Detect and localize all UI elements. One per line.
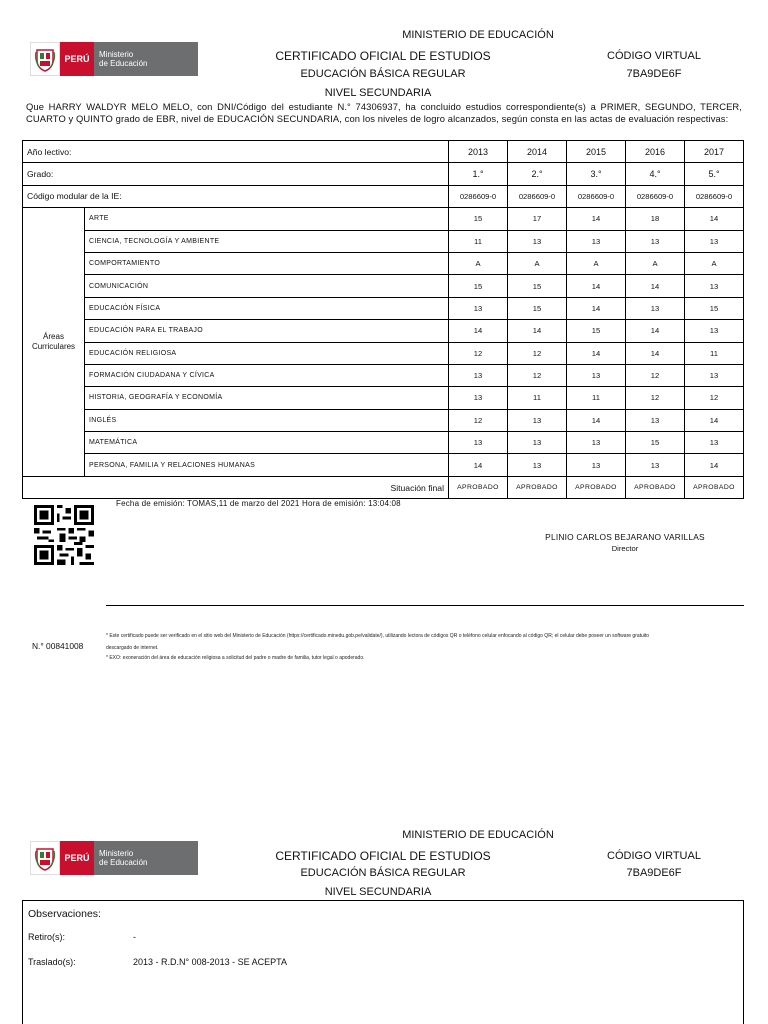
mark-cell: 12	[508, 364, 567, 386]
mark-cell: 15	[567, 320, 626, 342]
observations-box	[22, 900, 744, 1024]
mark-cell: 13	[449, 432, 508, 454]
ministry-heading: MINISTERIO DE EDUCACIÓN	[402, 29, 554, 41]
mark-cell: 13	[508, 409, 567, 431]
mark-cell: 13	[626, 230, 685, 252]
transfer-label: Traslado(s):	[28, 957, 76, 967]
mark-cell: 11	[449, 230, 508, 252]
mark-cell: 13	[449, 387, 508, 409]
mark-cell: 14	[626, 275, 685, 297]
mark-cell: 14	[508, 320, 567, 342]
area-row	[23, 409, 744, 431]
school-code-cell: 0286609-0	[567, 185, 626, 207]
area-name: EDUCACIÓN RELIGIOSA	[85, 342, 449, 364]
signature-divider	[106, 605, 744, 606]
area-row	[23, 432, 744, 454]
mark-cell: 14	[626, 342, 685, 364]
area-row	[23, 275, 744, 297]
year-cell: 2013	[449, 141, 508, 163]
coat-of-arms-icon	[30, 42, 60, 76]
area-name: COMPORTAMIENTO	[85, 252, 449, 274]
mark-cell: 13	[508, 432, 567, 454]
year-row	[23, 141, 744, 163]
grades-table	[22, 140, 744, 499]
area-name: COMUNICACIÓN	[85, 275, 449, 297]
year-cell: 2015	[567, 141, 626, 163]
education-level: NIVEL SECUNDARIA	[324, 886, 432, 898]
withdrawal-value: -	[133, 932, 136, 942]
area-row	[23, 208, 744, 230]
logo-ministry: Ministerio de Educación	[94, 42, 198, 76]
school-code-cell: 0286609-0	[508, 185, 567, 207]
mark-cell: 13	[685, 320, 744, 342]
mark-cell: 13	[567, 454, 626, 476]
area-row	[23, 252, 744, 274]
school-code-cell: 0286609-0	[449, 185, 508, 207]
mark-cell: 13	[626, 409, 685, 431]
year-cell: 2016	[626, 141, 685, 163]
area-name: CIENCIA, TECNOLOGÍA Y AMBIENTE	[85, 230, 449, 252]
area-name: INGLÉS	[85, 409, 449, 431]
mark-cell: 14	[685, 454, 744, 476]
grade-cell: 4.°	[626, 163, 685, 185]
mark-cell: 13	[685, 364, 744, 386]
area-row	[23, 297, 744, 319]
mark-cell: 13	[567, 364, 626, 386]
footnote-exo: * EXO: exoneración del área de educación religiosa a solicitud del padre o madre de familia, tutor legal o apoderado.	[106, 655, 365, 661]
mark-cell: 15	[508, 275, 567, 297]
year-label: Año lectivo:	[23, 141, 449, 163]
education-type: EDUCACIÓN BÁSICA REGULAR	[300, 68, 466, 80]
mark-cell: 14	[567, 409, 626, 431]
mark-cell: 14	[685, 208, 744, 230]
footnote-verification-cont: descargado de internet.	[106, 645, 159, 651]
mark-cell: 14	[567, 208, 626, 230]
mark-cell: 13	[449, 364, 508, 386]
mark-cell: 15	[449, 208, 508, 230]
area-row	[23, 387, 744, 409]
mark-cell: 13	[449, 297, 508, 319]
final-status-cell: APROBADO	[567, 476, 626, 498]
logo-country: PERÚ	[60, 42, 94, 76]
final-status-cell: APROBADO	[626, 476, 685, 498]
mark-cell: 12	[685, 387, 744, 409]
mark-cell: 11	[508, 387, 567, 409]
certificate-number: N.° 00841008	[32, 641, 84, 651]
director-name: PLINIO CARLOS BEJARANO VARILLAS	[545, 532, 705, 542]
grade-label: Grado:	[23, 163, 449, 185]
mark-cell: 14	[567, 342, 626, 364]
mark-cell: 11	[685, 342, 744, 364]
qr-code-icon	[33, 505, 95, 565]
certificate-title: CERTIFICADO OFICIAL DE ESTUDIOS	[275, 49, 491, 63]
final-status-cell: APROBADO	[449, 476, 508, 498]
year-cell: 2017	[685, 141, 744, 163]
final-status-cell: APROBADO	[685, 476, 744, 498]
transfer-value: 2013 - R.D.N° 008-2013 - SE ACEPTA	[133, 957, 288, 967]
area-row	[23, 364, 744, 386]
logo-country: PERÚ	[60, 841, 94, 875]
mark-cell: 13	[567, 432, 626, 454]
mark-cell: 12	[508, 342, 567, 364]
area-name: FORMACIÓN CIUDADANA Y CÍVICA	[85, 364, 449, 386]
area-name: HISTORIA, GEOGRAFÍA Y ECONOMÍA	[85, 387, 449, 409]
certification-statement: Que HARRY WALDYR MELO MELO, con DNI/Código del estudiante N.° 74306937, ha concluido estudios correspondiente(s) a PRIMER, SEGUNDO, TERCER, CUARTO y QUINTO grado de EBR, nivel de EDUCACIÓN SECUNDARIA, con los niveles de logro alcanzados, según consta en las actas de evaluación respectivas:	[26, 101, 742, 124]
area-name: EDUCACIÓN FÍSICA	[85, 297, 449, 319]
mark-cell: 17	[508, 208, 567, 230]
grade-cell: 3.°	[567, 163, 626, 185]
mark-cell: 15	[626, 432, 685, 454]
minedu-logo	[30, 42, 198, 76]
mark-cell: 15	[685, 297, 744, 319]
mark-cell: 15	[449, 275, 508, 297]
final-status-cell: APROBADO	[508, 476, 567, 498]
mark-cell: A	[567, 252, 626, 274]
mark-cell: 13	[508, 230, 567, 252]
mark-cell: 12	[449, 342, 508, 364]
footnote-verification: * Este certificado puede ser verificado en el sitio web del Ministerio de Educación (https://certificado.minedu.gob.pe/validate/), utilizando lectora de códigos QR o teléfono celular enfocando al código QR; el celular debe poseer un software gratuito	[106, 633, 650, 639]
mark-cell: 14	[685, 409, 744, 431]
education-level: NIVEL SECUNDARIA	[324, 87, 432, 99]
mark-cell: 18	[626, 208, 685, 230]
grade-cell: 2.°	[508, 163, 567, 185]
final-status-label: Situación final	[23, 476, 449, 498]
area-row	[23, 342, 744, 364]
area-row	[23, 454, 744, 476]
year-cell: 2014	[508, 141, 567, 163]
area-name: EDUCACIÓN PARA EL TRABAJO	[85, 320, 449, 342]
virtual-code-label: CÓDIGO VIRTUAL	[607, 50, 701, 62]
mark-cell: 12	[449, 409, 508, 431]
area-name: ARTE	[85, 208, 449, 230]
certificate-title: CERTIFICADO OFICIAL DE ESTUDIOS	[275, 849, 491, 863]
mark-cell: A	[626, 252, 685, 274]
mark-cell: A	[685, 252, 744, 274]
mark-cell: 15	[508, 297, 567, 319]
area-name: MATEMÁTICA	[85, 432, 449, 454]
mark-cell: 12	[626, 364, 685, 386]
director-role: Director	[611, 544, 639, 553]
observations-title: Observaciones:	[28, 908, 101, 920]
school-code-cell: 0286609-0	[626, 185, 685, 207]
area-name: PERSONA, FAMILIA Y RELACIONES HUMANAS	[85, 454, 449, 476]
mark-cell: 13	[685, 275, 744, 297]
ministry-heading: MINISTERIO DE EDUCACIÓN	[402, 829, 554, 841]
withdrawal-label: Retiro(s):	[28, 932, 66, 942]
coat-of-arms-icon	[30, 841, 60, 875]
mark-cell: A	[449, 252, 508, 274]
grade-row	[23, 163, 744, 185]
mark-cell: 13	[685, 432, 744, 454]
logo-ministry: Ministerio de Educación	[94, 841, 198, 875]
mark-cell: 13	[567, 230, 626, 252]
mark-cell: 14	[567, 275, 626, 297]
virtual-code: 7BA9DE6F	[626, 867, 682, 879]
area-row	[23, 230, 744, 252]
mark-cell: 14	[567, 297, 626, 319]
school-code-label: Código modular de la IE:	[23, 185, 449, 207]
final-status-row	[23, 476, 744, 498]
mark-cell: 14	[449, 320, 508, 342]
grade-cell: 1.°	[449, 163, 508, 185]
school-code-row	[23, 185, 744, 207]
emission-date: Fecha de emisión: TOMAS,11 de marzo del 2021 Hora de emisión: 13:04:08	[116, 499, 401, 508]
area-row	[23, 320, 744, 342]
minedu-logo	[30, 841, 198, 875]
virtual-code-label: CÓDIGO VIRTUAL	[607, 850, 701, 862]
mark-cell: 13	[626, 297, 685, 319]
mark-cell: 12	[626, 387, 685, 409]
grade-cell: 5.°	[685, 163, 744, 185]
mark-cell: 13	[626, 454, 685, 476]
education-type: EDUCACIÓN BÁSICA REGULAR	[300, 867, 466, 879]
mark-cell: 13	[508, 454, 567, 476]
virtual-code: 7BA9DE6F	[626, 68, 682, 80]
mark-cell: 14	[626, 320, 685, 342]
mark-cell: 13	[685, 230, 744, 252]
mark-cell: 14	[449, 454, 508, 476]
school-code-cell: 0286609-0	[685, 185, 744, 207]
mark-cell: A	[508, 252, 567, 274]
mark-cell: 11	[567, 387, 626, 409]
curricular-areas-label: Áreas Curriculares	[23, 208, 85, 477]
footnotes	[106, 630, 746, 662]
